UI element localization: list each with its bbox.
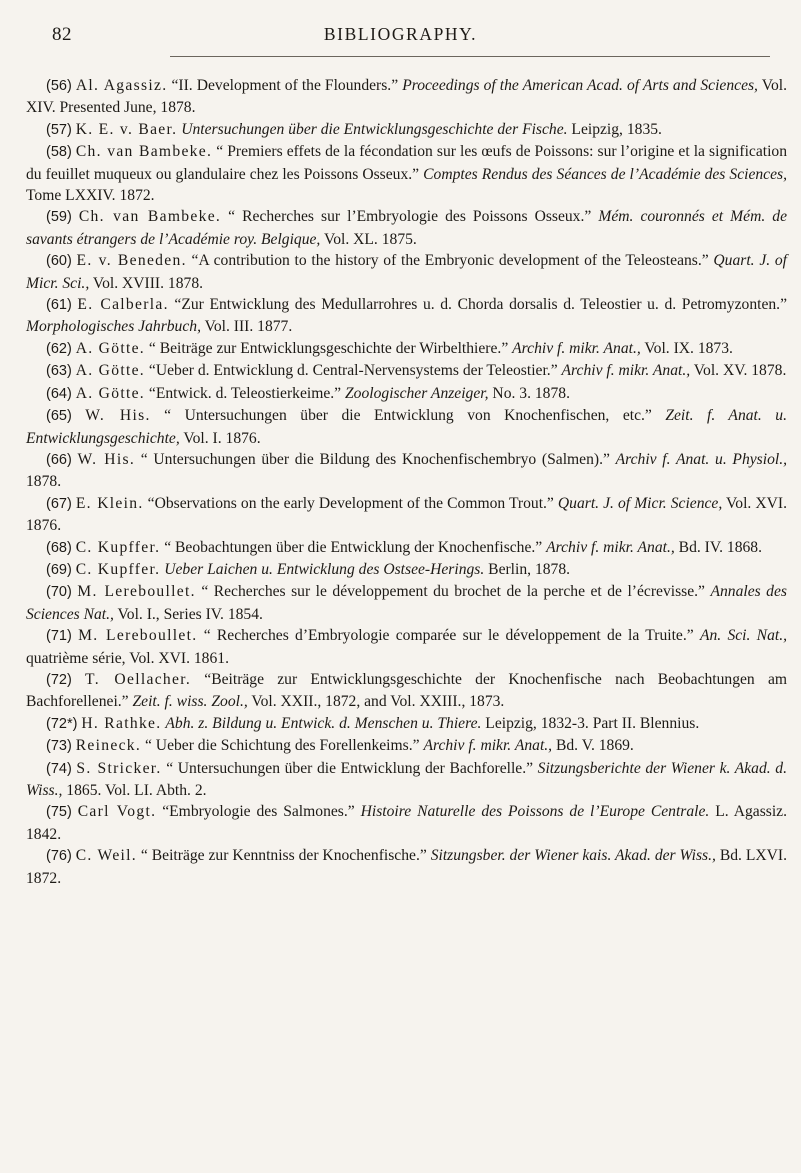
reference-author: W. His. — [77, 450, 136, 468]
reference-source: Abh. z. Bildung u. Entwick. d. Menschen u. Thiere. — [165, 714, 482, 732]
reference-source: Sitzungsber. der Wiener kais. Akad. der Wiss., — [430, 847, 716, 865]
reference-details: Leipzig, 1832-3. Part II. Blennius. — [481, 714, 700, 732]
reference-details: Vol. I., Series IV. 1854. — [113, 605, 263, 623]
reference-number: (57) — [46, 121, 72, 138]
reference-author: T. Oellacher. — [85, 670, 192, 688]
reference-author: S. Stricker. — [76, 759, 162, 777]
reference-title: “ Beobachtungen über die Entwicklung der Knochenfische.” — [160, 538, 547, 556]
reference-entry — [26, 449, 787, 493]
reference-number: (73) — [46, 738, 72, 755]
reference-number: (69) — [46, 561, 72, 578]
reference-details: Vol. IX. 1873. — [640, 339, 733, 357]
reference-details: Vol. I. 1876. — [179, 429, 261, 447]
reference-details: Vol. XL. 1875. — [320, 230, 417, 248]
reference-author: C. Kupffer. — [75, 538, 161, 556]
reference-source: Quart. J. of Micr. Science, — [557, 494, 723, 512]
reference-author: C. Kupffer. — [75, 560, 161, 578]
reference-title: “ Untersuchungen über die Entwicklung der Bachforelle.” — [161, 759, 538, 777]
reference-author: H. Rathke. — [81, 714, 162, 732]
reference-title: “ Ueber die Schichtung des Forellenkeims.” — [141, 737, 424, 755]
reference-details: Berlin, 1878. — [484, 560, 571, 578]
reference-title: “Entwick. d. Teleostierkeime.” — [145, 384, 345, 402]
reference-entry — [26, 537, 787, 559]
reference-source: Ueber Laichen u. Entwicklung des Ostsee-Herings. — [164, 560, 485, 578]
reference-source: Archiv f. mikr. Anat., — [423, 737, 553, 755]
reference-author: M. Lereboullet. — [77, 583, 196, 601]
reference-details: Leipzig, 1835. — [567, 120, 662, 138]
reference-number: (58) — [46, 144, 72, 161]
reference-author: Al. Agassiz. — [75, 77, 168, 94]
reference-title: “Beiträge zur Entwicklungsgeschichte der Knochenfische nach Beobachtungen am Bachforellenei.” — [26, 670, 787, 711]
reference-number: (64) — [46, 385, 72, 402]
reference-source: Histoire Naturelle des Poissons de l’Europe Centrale. — [360, 803, 710, 821]
reference-title: “ Beiträge zur Kenntniss der Knochenfische.” — [137, 847, 431, 865]
reference-title: “Zur Entwicklung des Medullarrohres u. d. Chorda dorsalis d. Teleostier u. d. Petromyzonten.” — [168, 296, 787, 314]
reference-details: Vol. XVI. 1876. — [26, 494, 787, 535]
reference-author: E. Klein. — [75, 494, 144, 512]
reference-entry — [26, 206, 787, 250]
reference-source: Archiv f. Anat. u. Physiol., — [615, 450, 788, 468]
reference-title: “ Untersuchungen über die Entwicklung von Knochenfischen, etc.” — [150, 407, 666, 425]
reference-number: (66) — [46, 451, 72, 468]
reference-entry — [26, 75, 787, 119]
reference-author: E. Calberla. — [77, 296, 169, 314]
reference-source: Mém. couronnés et Mém. de savants étrangers de l’Académie roy. Belgique, — [26, 208, 787, 248]
reference-author: E. v. Beneden. — [76, 252, 187, 270]
reference-details: quatrième série, Vol. XVI. 1861. — [26, 649, 229, 667]
reference-number: (63) — [46, 363, 72, 380]
reference-author: Reineck. — [75, 737, 142, 755]
reference-title: “Embryologie des Salmones.” — [156, 803, 361, 821]
reference-author: Ch. van Bambeke. — [78, 208, 222, 226]
reference-author: M. Lereboullet. — [78, 627, 198, 645]
reference-details: No. 3. 1878. — [488, 384, 570, 402]
reference-title: “ Recherches d’Embryologie comparée sur le développement de la Truite.” — [197, 627, 700, 645]
reference-details: 1878. — [26, 473, 62, 491]
reference-details: Vol. III. 1877. — [200, 318, 293, 336]
reference-number: (67) — [46, 495, 72, 512]
reference-author: Carl Vogt. — [77, 803, 157, 821]
reference-source: Zeit. f. wiss. Zool., — [132, 693, 248, 711]
reference-source: Zoologischer Anzeiger, — [345, 384, 489, 402]
reference-title: “Ueber d. Entwicklung d. Central-Nervensystems der Teleostier.” — [145, 362, 562, 380]
reference-entry — [26, 250, 787, 294]
reference-source: Archiv f. mikr. Anat., — [561, 362, 691, 380]
reference-source: Archiv f. mikr. Anat., — [546, 538, 675, 556]
reference-author: A. Götte. — [75, 384, 146, 402]
header-rule — [170, 56, 770, 57]
reference-source: Morphologisches Jahrbuch, — [26, 318, 201, 336]
reference-entry — [26, 294, 787, 338]
reference-entry — [26, 119, 787, 141]
reference-number: (70) — [46, 584, 72, 601]
reference-details: Tome LXXIV. 1872. — [26, 187, 155, 205]
reference-number: (72*) — [46, 715, 78, 732]
reference-details: Vol. XXII., 1872, and Vol. XXIII., 1873. — [247, 693, 505, 711]
reference-source: Annales des Sciences Nat., — [26, 583, 787, 623]
reference-number: (61) — [46, 297, 72, 314]
reference-source: Zeit. f. Anat. u. Entwicklungsgeschichte, — [26, 407, 787, 447]
reference-number: (72) — [46, 671, 72, 688]
reference-entry — [26, 758, 787, 802]
reference-entry — [26, 360, 787, 382]
reference-entry — [26, 669, 787, 713]
reference-number: (76) — [46, 848, 72, 865]
page-number: 82 — [52, 24, 72, 45]
reference-title: “ Untersuchungen über die Bildung des Knochenfischembryo (Salmen).” — [135, 450, 616, 468]
reference-title: “ Premiers effets de la fécondation sur les œufs de Poissons: sur l’origine et la signification du feuillet muqueux ou glandulaire chez les Poissons Osseux.” — [26, 143, 787, 183]
reference-number: (74) — [46, 760, 72, 777]
reference-source: Comptes Rendus des Séances de l’Académie des Sciences, — [423, 165, 787, 183]
reference-title: “A contribution to the history of the Embryonic development of the Teleosteans.” — [186, 252, 714, 270]
reference-entry — [26, 581, 787, 625]
reference-entry — [26, 625, 787, 669]
reference-title: “ Beiträge zur Entwicklungsgeschichte der Wirbelthiere.” — [145, 339, 513, 357]
reference-number: (65) — [46, 408, 72, 425]
reference-author: Ch. van Bambeke. — [75, 143, 213, 161]
reference-number: (60) — [46, 253, 72, 270]
reference-title: “Observations on the early Development of the Common Trout.” — [143, 494, 558, 512]
reference-number: (75) — [46, 804, 72, 821]
bibliography-list — [26, 75, 787, 889]
reference-number: (56) — [46, 78, 72, 94]
page-header — [0, 22, 801, 54]
reference-details: Bd. IV. 1868. — [674, 538, 762, 556]
reference-number: (68) — [46, 539, 72, 556]
reference-source: Untersuchungen über die Entwicklungsgeschichte der Fische. — [181, 120, 568, 138]
reference-details: Vol. XIV. Presented June, 1878. — [26, 77, 788, 117]
reference-entry — [26, 559, 787, 581]
reference-entry — [26, 338, 787, 360]
running-head: BIBLIOGRAPHY. — [323, 24, 478, 44]
reference-author: A. Götte. — [75, 339, 146, 357]
reference-source: Archiv f. mikr. Anat., — [512, 339, 641, 357]
reference-source: Sitzungsberichte der Wiener k. Akad. d. Wiss., — [26, 759, 787, 799]
reference-entry — [26, 141, 787, 206]
reference-entry — [26, 713, 787, 735]
reference-source: Proceedings of the American Acad. of Arts and Sciences, — [402, 77, 758, 94]
reference-title: “ Recherches sur l’Embryologie des Poissons Osseux.” — [221, 208, 599, 226]
reference-entry — [26, 845, 787, 889]
reference-details: Bd. V. 1869. — [552, 737, 634, 755]
reference-source: Quart. J. of Micr. Sci., — [26, 252, 788, 292]
reference-entry — [26, 383, 787, 405]
reference-details: 1865. Vol. LI. Abth. 2. — [62, 782, 207, 799]
reference-author: C. Weil. — [75, 847, 138, 865]
reference-number: (71) — [46, 628, 72, 645]
reference-number: (62) — [46, 340, 72, 357]
reference-details: Vol. XVIII. 1878. — [89, 274, 204, 292]
reference-entry — [26, 735, 787, 757]
reference-author: A. Götte. — [75, 362, 146, 380]
reference-entry — [26, 801, 787, 845]
reference-details: Bd. LXVI. 1872. — [26, 847, 787, 887]
reference-details: Vol. XV. 1878. — [690, 362, 787, 380]
reference-author: W. His. — [85, 407, 151, 425]
reference-details: L. Agassiz. 1842. — [26, 803, 787, 843]
reference-entry — [26, 493, 787, 537]
reference-author: K. E. v. Baer. — [75, 120, 178, 138]
reference-title: “ Recherches sur le développement du brochet de la perche et de l’écrevisse.” — [195, 583, 711, 601]
reference-number: (59) — [46, 209, 72, 226]
reference-entry — [26, 405, 787, 449]
reference-title: “II. Development of the Flounders.” — [167, 77, 403, 94]
reference-source: An. Sci. Nat., — [699, 627, 788, 645]
